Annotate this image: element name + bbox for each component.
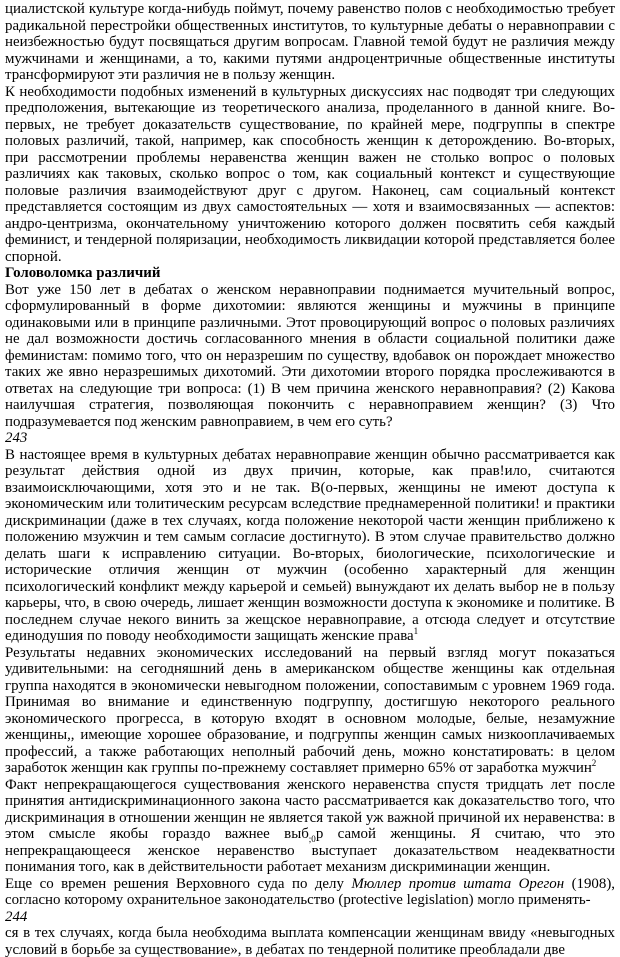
footnote-ref-2: 2 <box>591 758 597 769</box>
paragraph-5 <box>5 645 615 777</box>
page-number-243: 243 <box>5 430 28 446</box>
paragraph-6-text-a: Факт непрекращающегося существования женского неравенства спустя тридцать лет после принятия антидискриминационного закона часто рассматривается как доказательство того, что дискриминация в отношении женщин не является такой уж важной причиной их неравенства: в этом смысле якобы гораздо важнее выб <box>5 776 615 842</box>
case-name: Мюллер против штата Орегон <box>351 875 565 892</box>
paragraph-6-artifact: ;0 <box>308 833 316 844</box>
paragraph-4 <box>5 447 615 645</box>
paragraph-7 <box>5 876 615 909</box>
paragraph-8: ся в тех случаях, когда была необходима выплата компенсации женщинам ввиду «невыгодных условий в борьбе за существование», в дебатах по тендерной политике преобладали две <box>5 925 615 957</box>
paragraph-7-text-b: (1908), согласно которому охранительное законодательство (protective legislation) могло применять- <box>5 875 615 908</box>
section-heading: Головоломка различий <box>5 265 161 281</box>
paragraph-5-text: Результаты недавних экономических исследований на первый взгляд могут показаться удивительными: на сегодняшний день в американском обществе женщины как отдельная группа находятся в экономически невыгодном положении, сопоставимым с уровнем 1969 года. Принимая во внимание и единственную подгруппу, достигшую некоторого реального экономического прогресса, в которую входят в основном молодые, белые, незамужние женщины,, имеющие хорошее образование, и подгруппы женщин самых низкооплачиваемых профессий, а также работающих неполный рабочий день, можно констатировать: в целом заработок женщин как группы по-прежнему составляет примерно 65% от заработка мужчин <box>5 644 615 776</box>
paragraph-7-text-a: Еще со времен решения Верховного суда по делу <box>5 875 352 892</box>
paragraph-4-text: В настоящее время в культурных дебатах неравноправие женщин обычно рассматривается как результат действия одной из двух причин, которые, как прав!ило, считаются взаимоисключающими, хотя это и не так. В(о-первых, женщины не имеют доступа к экономическим или толитическим ресурсам вследствие преднамеренной политики! и практики дискриминации (даже в тех случаях, когда положение некоторой части женщин приближено к положению мзужчин и тем самым согласие достигнуто). В этом случае правительство должно делать шаги к исправлению ситуации. Во-вторых, биологические, психологические и исторические отличия женщин от мужчин (особенно характерный для женщин психологический конфликт между карьерой и семьей) вынуждают их делать выбор не в пользу карьеры, что, в свою очередь, лишает женщин возможности доступа к экономике и политике. В последнем случае некого винить за жещское неравноправие, а отсюда следует и отсутствие единодушия по поводу необходимости защищать женские права <box>5 446 615 644</box>
page-number-244: 244 <box>5 908 28 925</box>
paragraph-1: циалистской культуре когда-нибудь поймут, почему равенство полов с необходимостью требует радикальной перестройки общественных институтов, то культурные дебаты о неравноправии с неизбежностью будут посвящаться другим вопросам. Главной темой будут не различия между мужчинами и женщинами, а то, какими путями андроцентричные общественные институты трансформируют эти различия не в пользу женщин. <box>5 1 615 83</box>
paragraph-6-text-b: р самой женщины. Я считаю, что это непрекращающееся женское неравенство выступает доказательством неадекватности понимания того, как в действительности работает механизм дискриминации женщин. <box>5 826 616 875</box>
paragraph-2: К необходимости подобных изменений в культурных дискуссиях нас подводят три следующих предположения, вытекающие из теоретического анализа, проделанного в данной книге. Во-первых, не требует доказательств существование, по крайней мере, подгруппы в спектре половых различий, такой, например, как способность женщин к деторождению. Во-вторых, при рассмотрении проблемы неравенства женщин важен не столько вопрос о половых различиях как таковых, сколько вопрос о том, как социальный контекст и существующие половые различия взаимодействуют друг с другом. Наконец, сам социальный контекст представляется состоящим из двух самостоятельных — хотя и взаимосвязанных — аспектов: андро-центризма, окончательному уничтожению которого должен посвятить себя каждый феминист, и тендерной поляризации, необходимость ликвидации которой представляется более спорной. <box>5 83 615 265</box>
paragraph-6 <box>5 777 615 876</box>
paragraph-3: Вот уже 150 лет в дебатах о женском неравноправии поднимается мучительный вопрос, сформулированный в форме дихотомии: являются женщины и мужчины в принципе одинаковыми или в принципе различными. Этот провоцирующий вопрос о половых различиях не дал возможности достичь согласованного мнения в области социальной политики даже феминистам: помимо того, что он неразрешим по существу, вдобавок он порождает множество таких же явно неразрешимых дихотомий. Эти дихотомии второго порядка прослеживаются в ответах на следующие три вопроса: (1) В чем причина женского неравноправия? (2) Какова наилучшая стратегия, позволяющая покончить с неравноправием женщин? (3) Что подразумевается под женским равноправием, в чем его суть? <box>5 281 615 430</box>
footnote-ref-1: 1 <box>413 626 419 637</box>
